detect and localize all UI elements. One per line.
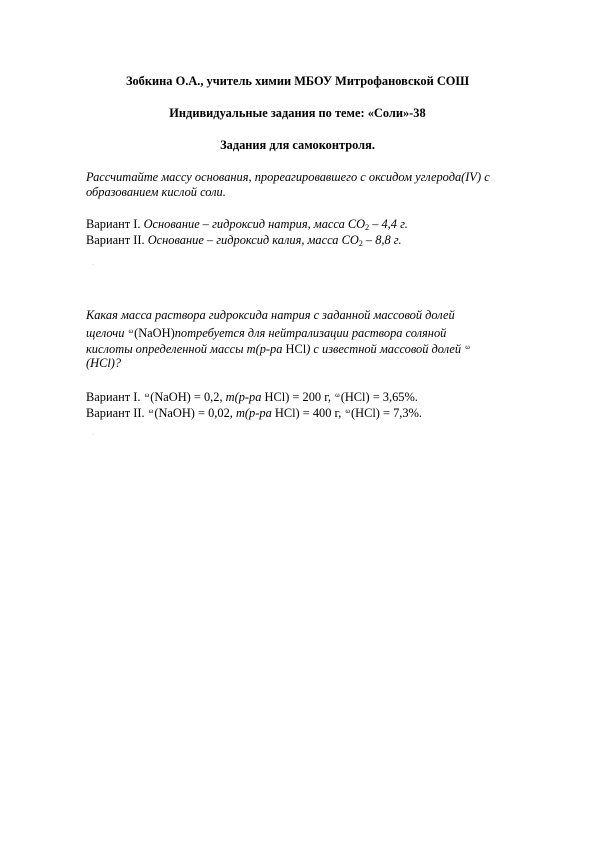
subtitle: Задания для самоконтроля. bbox=[220, 138, 375, 152]
text: m(р-ра bbox=[235, 406, 275, 420]
variant-label: Вариант II. bbox=[86, 406, 145, 420]
variant-label: Вариант II. bbox=[86, 233, 145, 247]
task1-variant2 bbox=[86, 233, 402, 248]
task2-variant1 bbox=[86, 388, 418, 405]
task2-line3 bbox=[86, 340, 471, 357]
task2-line2 bbox=[86, 324, 446, 341]
task2-line4: (HCl)? bbox=[86, 356, 122, 370]
text: (HCl) = 3,65%. bbox=[340, 390, 418, 404]
marker-dot: · bbox=[92, 262, 94, 268]
text: m(р-ра bbox=[225, 390, 265, 404]
text: щелочи bbox=[86, 326, 125, 340]
formula: HCl bbox=[285, 342, 307, 356]
variant-text: Основание – гидроксид натрия, масса CO bbox=[143, 217, 366, 231]
text: потребуется для нейтрализации раствора соляной bbox=[174, 326, 447, 340]
omega-symbol: ω bbox=[148, 407, 154, 415]
variant-end: – 4,4 г. bbox=[369, 217, 408, 231]
marker-dot: · bbox=[92, 432, 94, 438]
variant-label: Вариант I. bbox=[86, 217, 141, 231]
task1-variant1 bbox=[86, 217, 408, 232]
variant-end: – 8,8 г. bbox=[362, 233, 402, 247]
topic-title: Индивидуальные задания по теме: «Соли»-38 bbox=[169, 106, 426, 120]
text: (NaOH) = 0,2, bbox=[150, 390, 226, 404]
text: кислоты определенной массы m(р-ра bbox=[86, 342, 286, 356]
text: (HCl) = 7,3%. bbox=[351, 406, 423, 420]
author-line: Зобкина О.А., учитель химии МБОУ Митрофановской СОШ bbox=[125, 74, 470, 88]
text: HCl) = 400 г, bbox=[274, 406, 345, 420]
variant-text: Основание – гидроксид калия, масса CO bbox=[147, 233, 359, 247]
task2-variant2 bbox=[86, 404, 422, 421]
task1-line2: образованием кислой соли. bbox=[86, 185, 226, 199]
omega-symbol: ω bbox=[465, 343, 470, 351]
omega-symbol: ω bbox=[128, 327, 134, 335]
variant-label: Вариант I. bbox=[86, 390, 141, 404]
subscript: 2 bbox=[365, 223, 370, 232]
omega-symbol: ω bbox=[144, 391, 150, 399]
omega-symbol: ω bbox=[345, 407, 351, 415]
subscript: 2 bbox=[358, 239, 363, 248]
text: (NaOH) = 0,02, bbox=[154, 406, 236, 420]
text: HCl) = 200 г, bbox=[264, 390, 335, 404]
text: ) с известной массовой долей bbox=[306, 342, 462, 356]
omega-symbol: ω bbox=[335, 391, 340, 399]
task1-line1: Рассчитайте массу основания, прореагировавшего с оксидом углерода(IV) с bbox=[86, 170, 490, 184]
task2-line1: Какая масса раствора гидроксида натрия с заданной массовой долей bbox=[86, 308, 455, 322]
formula: (NaOH) bbox=[134, 326, 175, 340]
